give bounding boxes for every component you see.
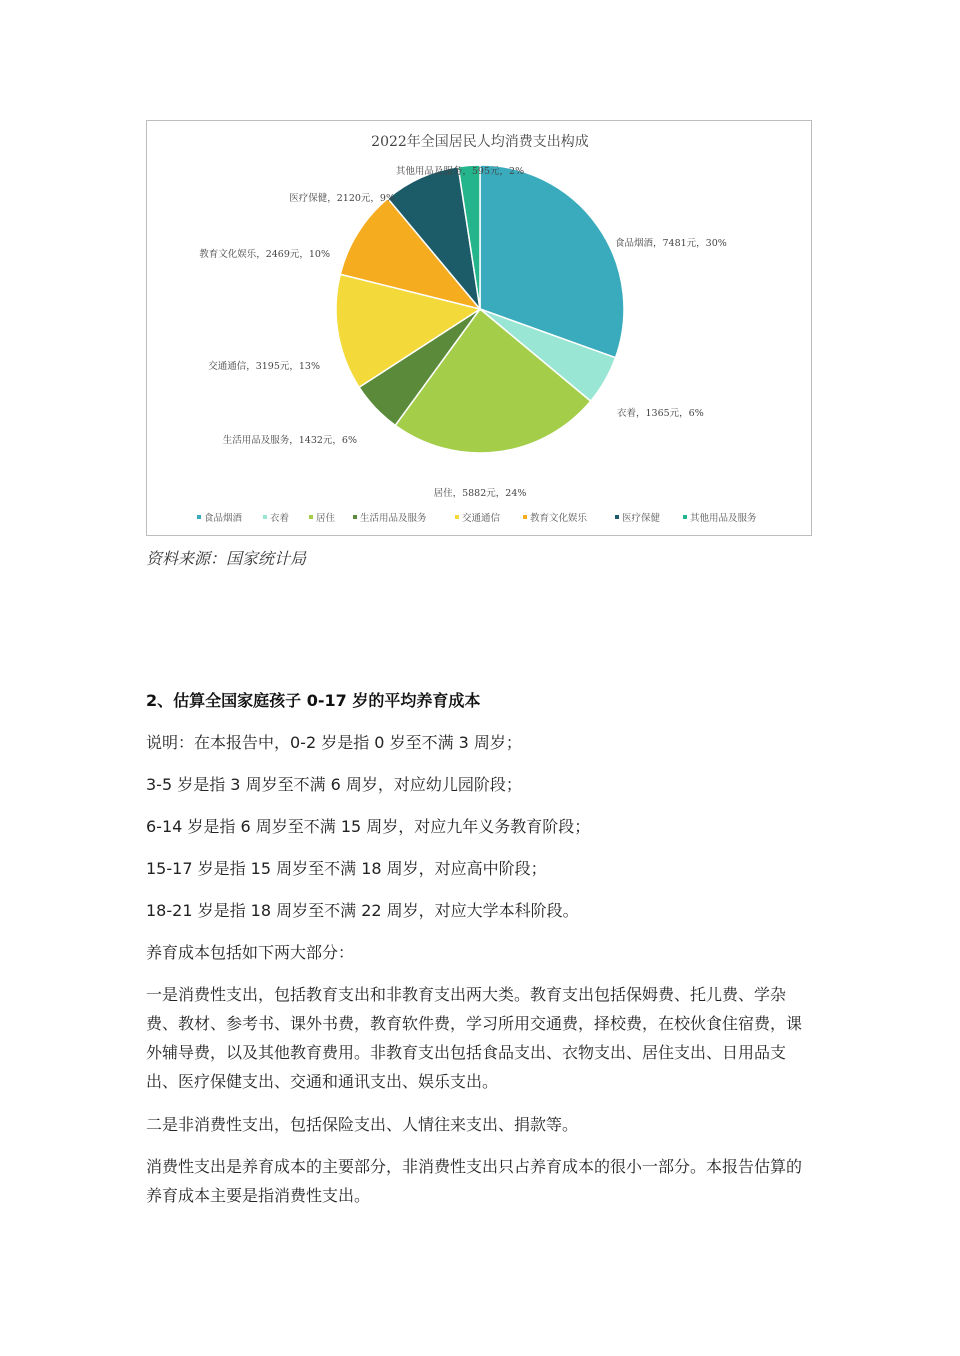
- source-note: 资料来源：国家统计局: [146, 549, 307, 568]
- legend-marker-6: [523, 515, 527, 519]
- legend-label-8: 其他用品及服务: [690, 513, 757, 524]
- legend-marker-2: [263, 515, 267, 519]
- legend-label-4: 生活用品及服务: [360, 513, 427, 524]
- section-heading: 2、估算全国家庭孩子 0-17 岁的平均养育成本: [146, 691, 481, 710]
- legend-label-5: 交通通信: [462, 513, 501, 524]
- paragraph-note: 说明：在本报告中，0-2 岁是指 0 岁至不满 3 周岁；: [146, 733, 522, 752]
- legend-label-6: 教育文化娱乐: [530, 513, 588, 524]
- legend-marker-5: [455, 515, 459, 519]
- slice-label-1: 食品烟酒，7481元，30%: [615, 238, 727, 249]
- paragraph-non-consumption: 二是非消费性支出，包括保险支出、人情往来支出、捐款等。: [146, 1115, 579, 1134]
- paragraph-cost-parts: 养育成本包括如下两大部分：: [146, 943, 355, 962]
- legend-marker-1: [197, 515, 201, 519]
- paragraph-age-3-5: 3-5 岁是指 3 周岁至不满 6 周岁，对应幼儿园阶段；: [146, 775, 522, 794]
- pie-chart: [146, 120, 812, 536]
- legend-label-3: 居住: [316, 513, 336, 524]
- slice-label-3: 居住，5882元，24%: [433, 488, 527, 499]
- slice-label-4: 生活用品及服务，1432元，6%: [222, 435, 357, 446]
- legend-label-2: 衣着: [270, 513, 290, 524]
- paragraph-age-15-17: 15-17 岁是指 15 周岁至不满 18 周岁，对应高中阶段；: [146, 859, 547, 878]
- legend-marker-8: [683, 515, 687, 519]
- paragraph-age-18-21: 18-21 岁是指 18 周岁至不满 22 周岁，对应大学本科阶段。: [146, 901, 579, 920]
- legend-marker-4: [353, 515, 357, 519]
- legend-marker-7: [615, 515, 619, 519]
- slice-label-2: 衣着，1365元，6%: [617, 408, 704, 419]
- slice-label-5: 交通通信，3195元，13%: [208, 361, 320, 372]
- legend-label-1: 食品烟酒: [204, 513, 243, 524]
- paragraph-age-6-14: 6-14 岁是指 6 周岁至不满 15 周岁，对应九年义务教育阶段；: [146, 817, 591, 836]
- slice-label-6: 教育文化娱乐，2469元，10%: [199, 249, 330, 260]
- pie-chart-svg: [147, 121, 813, 537]
- legend-label-7: 医疗保健: [622, 513, 661, 524]
- legend-marker-3: [309, 515, 313, 519]
- slice-label-8: 其他用品及服务，595元，2%: [395, 166, 525, 177]
- slice-label-7: 医疗保健，2120元，9%: [289, 193, 395, 204]
- paragraph-summary: 消费性支出是养育成本的主要部分，非消费性支出只占养育成本的很小一部分。本报告估算的养育成本主要是指消费性支出。: [146, 1157, 803, 1205]
- chart-title: 2022年全国居民人均消费支出构成: [371, 134, 589, 150]
- paragraph-consumption: 一是消费性支出，包括教育支出和非教育支出两大类。教育支出包括保姆费、托儿费、学杂费、教材、参考书、课外书费，教育软件费，学习所用交通费，择校费，在校伙食住宿费，课外辅导费，以及其他教育费用。非教育支出包括食品支出、衣物支出、居住支出、日用品支出、医疗保健支出、交通和通讯支出、娱乐支出。: [146, 985, 803, 1091]
